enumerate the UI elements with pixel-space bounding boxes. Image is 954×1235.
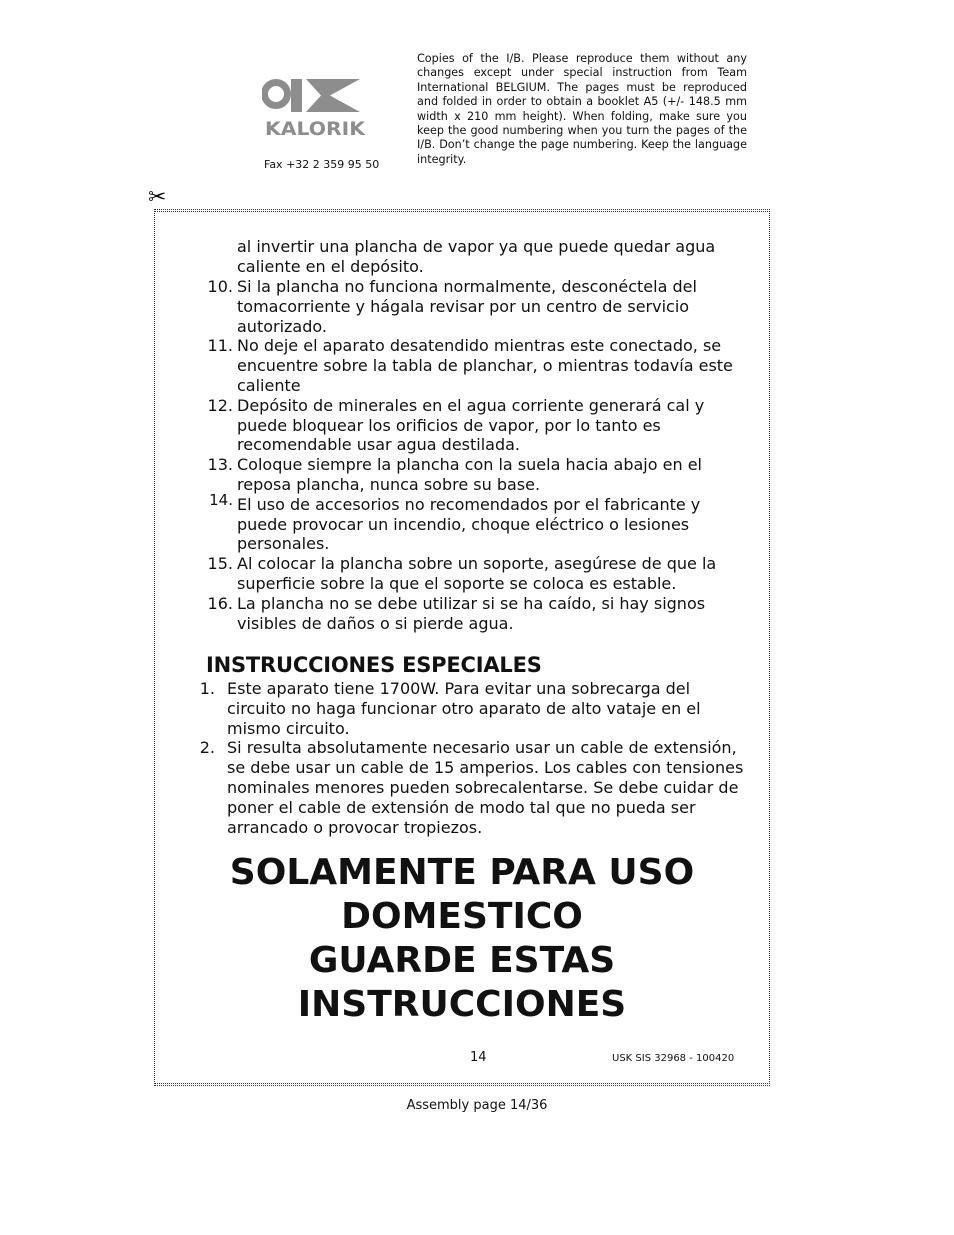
- list-item: [209, 490, 749, 554]
- scissors-icon: ✂: [148, 185, 167, 210]
- assembly-page-label: Assembly page 14/36: [406, 1098, 548, 1113]
- list-item: [207, 593, 749, 634]
- item-text: El uso de accesorios no recomendados por el fabricante y puede provocar un incendio, choque eléctrico o lesiones personales.: [237, 494, 701, 554]
- closing-banner: [154, 851, 770, 1027]
- reproduction-notice: Copies of the I/B. Please reproduce them without any changes except under special instruction from Team International BELGIUM. The pages must be reproduced and folded in order to obtain a booklet A5 (+/- 148.5 mm width x 210 mm height). When folding, make sure you keep the good numbering when you turn the pages of the I/B. Don’t change the page numbering. Keep the language integrity.: [417, 52, 747, 166]
- list-item: [207, 277, 749, 336]
- item-number: 10.: [207, 277, 233, 296]
- item-text: Si resulta absolutamente necesario usar un cable de extensión, se debe usar un cable de 15 amperios. Los cables con tensiones nominales menores pueden sobrecalentarse. Se debe cuidar de poner el cable de extensión de modo tal que no pueda ser arrancado o provocar tropiezos.: [227, 738, 744, 837]
- item-text: No deje el aparato desatendido mientras este conectado, se encuentre sobre la tabla de planchar, o mientras todavía este caliente: [237, 336, 733, 395]
- item-number: 14.: [209, 490, 233, 509]
- list-item: [199, 679, 747, 738]
- item-number: 1.: [199, 679, 215, 698]
- fax-number: Fax +32 2 359 95 50: [264, 158, 380, 171]
- item-text: Al colocar la plancha sobre un soporte, asegúrese de que la superficie sobre la que el soporte se coloca es estable.: [237, 554, 717, 593]
- closing-line: DOMESTICO: [341, 896, 583, 937]
- page-number: 14: [470, 1050, 487, 1065]
- closing-line: SOLAMENTE PARA USO: [229, 852, 695, 893]
- item-number: 16.: [207, 593, 233, 613]
- item-number: 2.: [199, 738, 215, 758]
- continuation-text: al invertir una plancha de vapor ya que puede quedar agua caliente en el depósito.: [237, 237, 716, 276]
- item-text: La plancha no se debe utilizar si se ha caído, si hay signos visibles de daños o si pierde agua.: [237, 593, 706, 633]
- item-number: 11.: [207, 336, 233, 356]
- kalorik-logo: [262, 72, 368, 140]
- item-number: 13.: [207, 455, 233, 475]
- list-item: [207, 395, 749, 455]
- warnings-list: [207, 277, 749, 633]
- list-item: [207, 554, 749, 594]
- list-item: [207, 455, 749, 495]
- item-text: Si la plancha no funciona normalmente, desconéctela del tomacorriente y hágala revisar por un centro de servicio autorizado.: [237, 277, 697, 336]
- document-code: USK SIS 32968 - 100420: [612, 1053, 735, 1064]
- special-instructions-title: INSTRUCCIONES ESPECIALES: [206, 653, 542, 677]
- special-instructions-list: [199, 679, 747, 837]
- item-text: Este aparato tiene 1700W. Para evitar una sobrecarga del circuito no haga funcionar otro aparato de alto vataje en el mismo circuito.: [227, 679, 701, 738]
- closing-line: GUARDE ESTAS INSTRUCCIONES: [297, 940, 627, 1025]
- list-item: [207, 336, 749, 395]
- item-number: 15.: [207, 554, 233, 574]
- item-text: Coloque siempre la plancha con la suela hacia abajo en el reposa plancha, nunca sobre su base.: [237, 455, 702, 494]
- list-item: [199, 738, 747, 837]
- item-text: Depósito de minerales en el agua corriente generará cal y puede bloquear los orificios de vapor, por lo tanto es recomendable usar agua destilada.: [237, 395, 705, 455]
- item-number: 12.: [207, 395, 233, 415]
- logo-text: KALORIK: [265, 118, 367, 140]
